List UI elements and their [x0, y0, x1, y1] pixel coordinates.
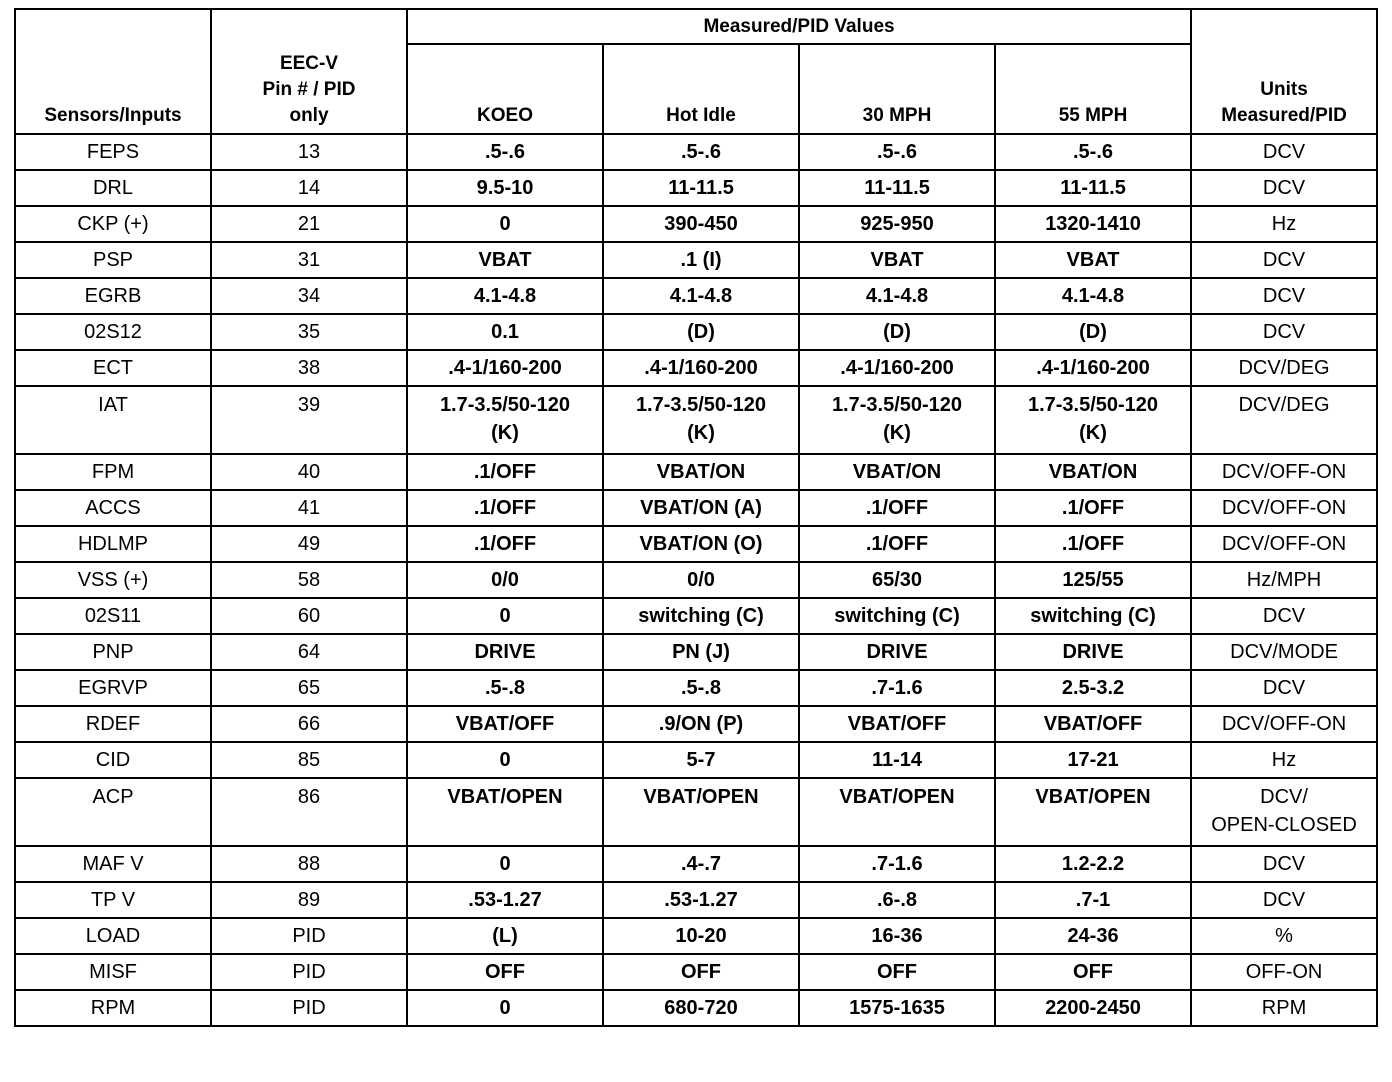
- cell-units: DCV: [1191, 882, 1377, 918]
- cell-koeo: 4.1-4.8: [407, 278, 603, 314]
- cell-koeo: 0.1: [407, 314, 603, 350]
- cell-units: %: [1191, 918, 1377, 954]
- cell-sensor: RPM: [15, 990, 211, 1026]
- cell-sensor: MISF: [15, 954, 211, 990]
- cell-30-mph: .5-.6: [799, 134, 995, 170]
- cell-55-mph: .7-1: [995, 882, 1191, 918]
- cell-sensor: CKP (+): [15, 206, 211, 242]
- table-header: [15, 9, 1377, 134]
- cell-hot-idle: OFF: [603, 954, 799, 990]
- cell-pin: 41: [211, 490, 407, 526]
- cell-pin: 66: [211, 706, 407, 742]
- cell-55-mph: 1320-1410: [995, 206, 1191, 242]
- cell-sensor: 02S12: [15, 314, 211, 350]
- cell-hot-idle: (D): [603, 314, 799, 350]
- cell-koeo: DRIVE: [407, 634, 603, 670]
- cell-pin: 40: [211, 454, 407, 490]
- cell-55-mph: VBAT/OFF: [995, 706, 1191, 742]
- cell-pin: 65: [211, 670, 407, 706]
- cell-pin: 31: [211, 242, 407, 278]
- cell-55-mph: switching (C): [995, 598, 1191, 634]
- cell-units: DCV: [1191, 170, 1377, 206]
- header-pin: EEC-V Pin # / PID only: [211, 9, 407, 134]
- cell-units: DCV: [1191, 598, 1377, 634]
- cell-koeo: VBAT: [407, 242, 603, 278]
- cell-55-mph: .4-1/160-200: [995, 350, 1191, 386]
- cell-sensor: EGRVP: [15, 670, 211, 706]
- cell-koeo: 0: [407, 990, 603, 1026]
- cell-30-mph: .7-1.6: [799, 846, 995, 882]
- cell-koeo: 0: [407, 846, 603, 882]
- cell-pin: 89: [211, 882, 407, 918]
- cell-koeo: .1/OFF: [407, 526, 603, 562]
- cell-hot-idle: VBAT/ON (O): [603, 526, 799, 562]
- cell-sensor: ACP: [15, 778, 211, 846]
- cell-koeo: 0/0: [407, 562, 603, 598]
- cell-55-mph: 2.5-3.2: [995, 670, 1191, 706]
- cell-55-mph: 24-36: [995, 918, 1191, 954]
- cell-sensor: ACCS: [15, 490, 211, 526]
- cell-koeo: 0: [407, 206, 603, 242]
- cell-pin: 88: [211, 846, 407, 882]
- cell-55-mph: 1.7-3.5/50-120 (K): [995, 386, 1191, 454]
- cell-sensor: IAT: [15, 386, 211, 454]
- cell-pin: 35: [211, 314, 407, 350]
- table-row: [15, 278, 1377, 314]
- cell-koeo: .53-1.27: [407, 882, 603, 918]
- cell-units: DCV/MODE: [1191, 634, 1377, 670]
- cell-koeo: OFF: [407, 954, 603, 990]
- cell-pin: 13: [211, 134, 407, 170]
- cell-pin: PID: [211, 990, 407, 1026]
- table-row: [15, 454, 1377, 490]
- cell-30-mph: VBAT/OFF: [799, 706, 995, 742]
- cell-pin: 39: [211, 386, 407, 454]
- cell-55-mph: VBAT: [995, 242, 1191, 278]
- table-row: [15, 670, 1377, 706]
- cell-55-mph: 4.1-4.8: [995, 278, 1191, 314]
- cell-30-mph: .4-1/160-200: [799, 350, 995, 386]
- table-row: [15, 314, 1377, 350]
- cell-hot-idle: .4-1/160-200: [603, 350, 799, 386]
- table-row: [15, 242, 1377, 278]
- cell-hot-idle: .4-.7: [603, 846, 799, 882]
- cell-sensor: 02S11: [15, 598, 211, 634]
- cell-30-mph: .7-1.6: [799, 670, 995, 706]
- cell-units: DCV/OFF-ON: [1191, 454, 1377, 490]
- cell-pin: 21: [211, 206, 407, 242]
- cell-30-mph: switching (C): [799, 598, 995, 634]
- cell-hot-idle: 10-20: [603, 918, 799, 954]
- cell-koeo: 0: [407, 742, 603, 778]
- cell-55-mph: 17-21: [995, 742, 1191, 778]
- cell-55-mph: VBAT/OPEN: [995, 778, 1191, 846]
- cell-koeo: (L): [407, 918, 603, 954]
- table-row: [15, 634, 1377, 670]
- cell-hot-idle: 11-11.5: [603, 170, 799, 206]
- cell-units: Hz: [1191, 206, 1377, 242]
- cell-30-mph: 925-950: [799, 206, 995, 242]
- cell-30-mph: 65/30: [799, 562, 995, 598]
- cell-hot-idle: 390-450: [603, 206, 799, 242]
- cell-55-mph: DRIVE: [995, 634, 1191, 670]
- table-row: [15, 386, 1377, 454]
- cell-units: DCV/OFF-ON: [1191, 526, 1377, 562]
- table-row: [15, 170, 1377, 206]
- cell-30-mph: .1/OFF: [799, 526, 995, 562]
- cell-pin: 38: [211, 350, 407, 386]
- table-row: [15, 742, 1377, 778]
- table-row: [15, 706, 1377, 742]
- header-measured-group: Measured/PID Values: [407, 9, 1191, 44]
- cell-hot-idle: .5-.6: [603, 134, 799, 170]
- cell-sensor: PSP: [15, 242, 211, 278]
- cell-55-mph: .5-.6: [995, 134, 1191, 170]
- cell-koeo: .1/OFF: [407, 454, 603, 490]
- table-row: [15, 846, 1377, 882]
- cell-units: DCV/DEG: [1191, 386, 1377, 454]
- cell-units: DCV: [1191, 314, 1377, 350]
- cell-units: Hz/MPH: [1191, 562, 1377, 598]
- cell-pin: 85: [211, 742, 407, 778]
- table-row: [15, 206, 1377, 242]
- cell-hot-idle: .1 (I): [603, 242, 799, 278]
- table-row: [15, 990, 1377, 1026]
- cell-55-mph: VBAT/ON: [995, 454, 1191, 490]
- cell-units: OFF-ON: [1191, 954, 1377, 990]
- cell-sensor: TP V: [15, 882, 211, 918]
- cell-55-mph: 1.2-2.2: [995, 846, 1191, 882]
- cell-sensor: FPM: [15, 454, 211, 490]
- cell-55-mph: .1/OFF: [995, 490, 1191, 526]
- cell-units: Hz: [1191, 742, 1377, 778]
- cell-units: DCV/ OPEN-CLOSED: [1191, 778, 1377, 846]
- cell-hot-idle: PN (J): [603, 634, 799, 670]
- cell-units: DCV: [1191, 846, 1377, 882]
- header-55-mph: 55 MPH: [995, 44, 1191, 134]
- table-row: [15, 598, 1377, 634]
- cell-hot-idle: 1.7-3.5/50-120 (K): [603, 386, 799, 454]
- cell-koeo: 1.7-3.5/50-120 (K): [407, 386, 603, 454]
- pid-table-container: [14, 8, 1378, 1027]
- cell-units: DCV: [1191, 670, 1377, 706]
- cell-30-mph: VBAT/OPEN: [799, 778, 995, 846]
- cell-30-mph: 11-11.5: [799, 170, 995, 206]
- cell-pin: 14: [211, 170, 407, 206]
- cell-hot-idle: VBAT/ON (A): [603, 490, 799, 526]
- cell-55-mph: (D): [995, 314, 1191, 350]
- cell-30-mph: VBAT/ON: [799, 454, 995, 490]
- cell-sensor: MAF V: [15, 846, 211, 882]
- cell-30-mph: (D): [799, 314, 995, 350]
- cell-koeo: 0: [407, 598, 603, 634]
- cell-sensor: ECT: [15, 350, 211, 386]
- table-body: [15, 134, 1377, 1026]
- cell-pin: 64: [211, 634, 407, 670]
- cell-pin: 60: [211, 598, 407, 634]
- cell-55-mph: OFF: [995, 954, 1191, 990]
- cell-30-mph: 4.1-4.8: [799, 278, 995, 314]
- cell-koeo: .4-1/160-200: [407, 350, 603, 386]
- table-row: [15, 562, 1377, 598]
- cell-sensor: VSS (+): [15, 562, 211, 598]
- cell-koeo: .1/OFF: [407, 490, 603, 526]
- cell-hot-idle: VBAT/ON: [603, 454, 799, 490]
- cell-30-mph: .6-.8: [799, 882, 995, 918]
- cell-30-mph: 1575-1635: [799, 990, 995, 1026]
- cell-units: DCV: [1191, 134, 1377, 170]
- cell-55-mph: 2200-2450: [995, 990, 1191, 1026]
- pid-values-table: [14, 8, 1378, 1027]
- cell-30-mph: 11-14: [799, 742, 995, 778]
- cell-units: DCV: [1191, 242, 1377, 278]
- cell-sensor: HDLMP: [15, 526, 211, 562]
- cell-sensor: LOAD: [15, 918, 211, 954]
- cell-30-mph: OFF: [799, 954, 995, 990]
- table-row: [15, 918, 1377, 954]
- cell-sensor: CID: [15, 742, 211, 778]
- header-hot-idle: Hot Idle: [603, 44, 799, 134]
- cell-55-mph: .1/OFF: [995, 526, 1191, 562]
- table-row: [15, 778, 1377, 846]
- cell-koeo: .5-.6: [407, 134, 603, 170]
- cell-30-mph: VBAT: [799, 242, 995, 278]
- cell-koeo: VBAT/OPEN: [407, 778, 603, 846]
- header-units: Units Measured/PID: [1191, 9, 1377, 134]
- cell-30-mph: .1/OFF: [799, 490, 995, 526]
- cell-units: DCV/DEG: [1191, 350, 1377, 386]
- cell-koeo: 9.5-10: [407, 170, 603, 206]
- table-row: [15, 134, 1377, 170]
- cell-sensor: EGRB: [15, 278, 211, 314]
- header-koeo: KOEO: [407, 44, 603, 134]
- cell-pin: 86: [211, 778, 407, 846]
- cell-30-mph: 16-36: [799, 918, 995, 954]
- cell-pin: 58: [211, 562, 407, 598]
- cell-hot-idle: .53-1.27: [603, 882, 799, 918]
- cell-hot-idle: .9/ON (P): [603, 706, 799, 742]
- cell-sensor: RDEF: [15, 706, 211, 742]
- cell-hot-idle: 4.1-4.8: [603, 278, 799, 314]
- cell-sensor: DRL: [15, 170, 211, 206]
- cell-hot-idle: VBAT/OPEN: [603, 778, 799, 846]
- cell-hot-idle: .5-.8: [603, 670, 799, 706]
- cell-sensor: PNP: [15, 634, 211, 670]
- cell-koeo: .5-.8: [407, 670, 603, 706]
- table-row: [15, 490, 1377, 526]
- table-row: [15, 526, 1377, 562]
- header-30-mph: 30 MPH: [799, 44, 995, 134]
- table-row: [15, 882, 1377, 918]
- cell-30-mph: 1.7-3.5/50-120 (K): [799, 386, 995, 454]
- cell-hot-idle: 5-7: [603, 742, 799, 778]
- header-sensors: Sensors/Inputs: [15, 9, 211, 134]
- cell-pin: 34: [211, 278, 407, 314]
- cell-units: DCV/OFF-ON: [1191, 706, 1377, 742]
- cell-hot-idle: 680-720: [603, 990, 799, 1026]
- table-row: [15, 954, 1377, 990]
- cell-units: RPM: [1191, 990, 1377, 1026]
- cell-pin: PID: [211, 918, 407, 954]
- cell-hot-idle: 0/0: [603, 562, 799, 598]
- cell-hot-idle: switching (C): [603, 598, 799, 634]
- cell-55-mph: 125/55: [995, 562, 1191, 598]
- cell-pin: 49: [211, 526, 407, 562]
- cell-55-mph: 11-11.5: [995, 170, 1191, 206]
- cell-koeo: VBAT/OFF: [407, 706, 603, 742]
- cell-pin: PID: [211, 954, 407, 990]
- cell-units: DCV/OFF-ON: [1191, 490, 1377, 526]
- cell-units: DCV: [1191, 278, 1377, 314]
- table-row: [15, 350, 1377, 386]
- cell-30-mph: DRIVE: [799, 634, 995, 670]
- cell-sensor: FEPS: [15, 134, 211, 170]
